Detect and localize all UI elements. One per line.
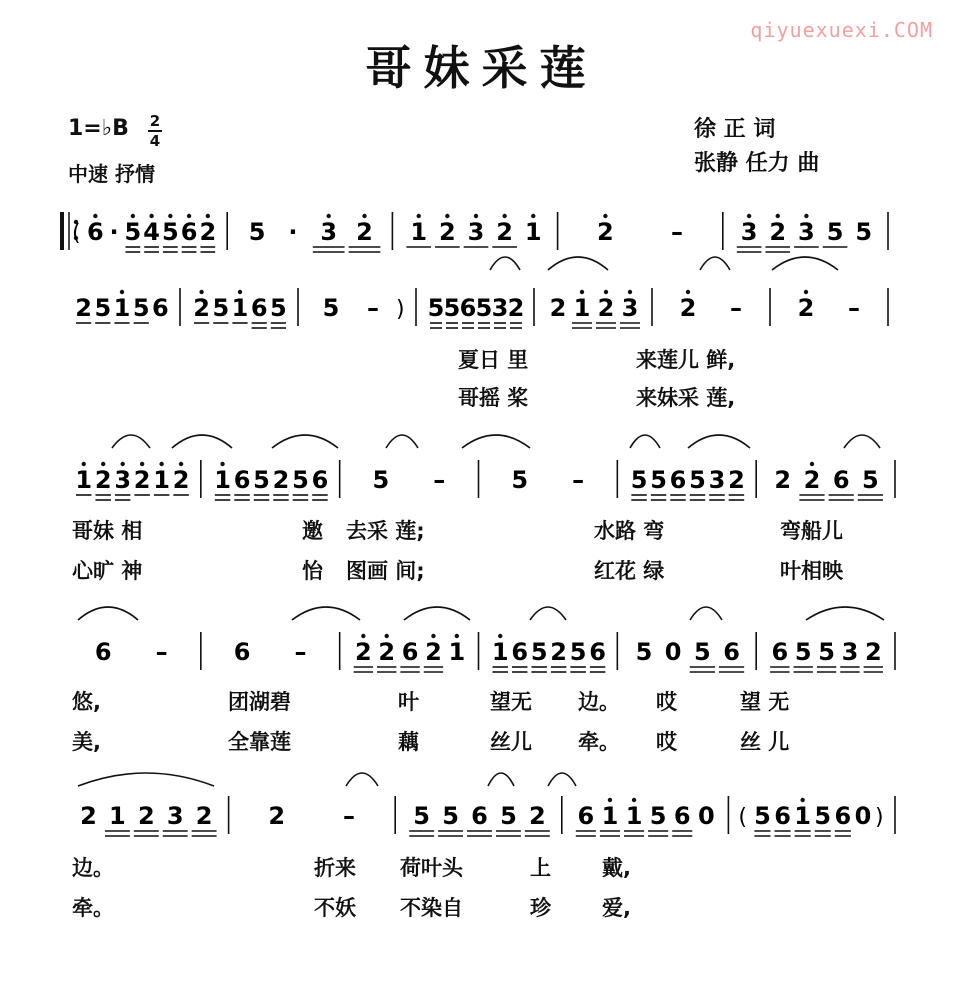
octave-dot	[431, 634, 435, 638]
lyric: 悠,	[72, 690, 101, 714]
octave-dot	[120, 290, 124, 294]
octave-dot	[187, 214, 191, 218]
note: 5	[270, 294, 287, 322]
note: 2	[94, 466, 112, 494]
note: 1	[75, 466, 93, 494]
time-denominator: 4	[149, 132, 161, 150]
note: 6	[401, 638, 419, 666]
note: 6	[459, 294, 477, 322]
note: 3	[841, 638, 859, 666]
slur	[404, 607, 470, 620]
lyric: 叶相映	[780, 559, 843, 583]
note: 2	[354, 638, 372, 666]
octave-dot	[168, 214, 172, 218]
lyric: 团湖碧	[228, 690, 291, 714]
note: 6	[834, 802, 852, 830]
note: 5	[511, 466, 529, 494]
composer-credit: 张静 任力 曲	[694, 151, 820, 176]
note: 1	[448, 638, 466, 666]
note: 2	[172, 466, 190, 494]
lyric: 荷叶头	[400, 856, 463, 880]
slur	[688, 435, 750, 448]
slur	[490, 257, 520, 270]
octave-dot	[474, 214, 478, 218]
note: 3	[320, 218, 338, 246]
note: 2	[195, 802, 213, 830]
note: 0	[664, 638, 682, 666]
note: 2	[797, 294, 815, 322]
note: 4	[143, 218, 160, 246]
bracket: (	[738, 805, 747, 830]
note: 3	[740, 218, 758, 246]
slur	[700, 257, 730, 270]
note: 2	[75, 294, 92, 322]
octave-dot	[800, 798, 804, 802]
lyric: 弯船儿	[780, 519, 843, 543]
note: 5	[322, 294, 340, 322]
note: 5	[442, 802, 459, 830]
note: 6	[94, 638, 112, 666]
slur	[548, 773, 576, 786]
octave-dot	[776, 214, 780, 218]
octave-dot	[498, 634, 502, 638]
note: 5	[427, 294, 445, 322]
note: 1	[214, 466, 231, 494]
octave-dot	[804, 214, 808, 218]
slur	[630, 435, 660, 448]
octave-dot	[604, 290, 608, 294]
lyric: 心旷 神	[72, 559, 143, 583]
note: 5	[124, 218, 142, 246]
note: 1	[524, 218, 542, 246]
note: 5	[253, 466, 270, 494]
lyric: 藕	[398, 730, 419, 754]
slur	[548, 257, 608, 270]
octave-dot	[220, 462, 224, 466]
note: 6	[673, 802, 691, 830]
note: ·	[288, 218, 298, 246]
note: 2	[378, 638, 396, 666]
slur	[772, 257, 838, 270]
lyric: 牵。	[578, 730, 620, 754]
note: ·	[109, 218, 119, 246]
octave-dot	[455, 634, 459, 638]
lyric: 哎	[656, 730, 677, 754]
note: 5	[635, 638, 653, 666]
note: 3	[491, 294, 509, 322]
octave-dot	[632, 798, 636, 802]
note: 5	[443, 294, 461, 322]
note: 5	[754, 802, 771, 830]
octave-dot	[603, 214, 607, 218]
note: 6	[723, 638, 740, 666]
note: 6	[311, 466, 329, 494]
tempo-marking: 中速 抒情	[68, 162, 155, 186]
lyric: 丝 儿	[740, 730, 790, 754]
note: 6	[511, 638, 529, 666]
octave-dot	[445, 214, 449, 218]
note: 3	[798, 218, 815, 246]
lyric: 邀	[302, 519, 323, 543]
note: 6	[771, 638, 789, 666]
octave-dot	[502, 214, 506, 218]
slur	[292, 607, 360, 620]
note: 3	[467, 218, 485, 246]
note: 2	[133, 466, 151, 494]
note: 6	[87, 218, 104, 246]
octave-dot	[120, 462, 124, 466]
note: 2	[199, 218, 217, 246]
note: 3	[114, 466, 132, 494]
note: 6	[250, 294, 268, 322]
note: 2	[193, 294, 210, 322]
note: 5	[530, 638, 548, 666]
note: 1	[410, 218, 428, 246]
note: 6	[180, 218, 198, 246]
lyric: 哎	[656, 690, 677, 714]
note: 5	[814, 802, 832, 830]
lyric: 来妹采 莲,	[636, 386, 736, 410]
note: 0	[697, 802, 715, 830]
slur	[844, 435, 880, 448]
note: 5	[689, 466, 706, 494]
site-watermark: qiyuexuexi.COM	[750, 18, 933, 42]
note: 5	[650, 466, 667, 494]
note: 3	[166, 802, 184, 830]
note: 1	[113, 294, 131, 322]
note: 5	[500, 802, 517, 830]
note: 2	[769, 218, 787, 246]
slur	[78, 607, 138, 620]
note: 5	[630, 466, 648, 494]
slur	[806, 607, 884, 620]
note: 2	[425, 638, 442, 666]
bracket: )	[396, 297, 405, 322]
lyric: 爱,	[602, 896, 631, 920]
note: 5	[794, 638, 812, 666]
lyric: 戴,	[602, 856, 631, 880]
lyric: 哥妹 相	[72, 519, 143, 543]
note: 5	[862, 466, 879, 494]
note: 6	[471, 802, 488, 830]
octave-dot	[238, 290, 242, 294]
octave-dot	[747, 214, 751, 218]
octave-dot	[810, 462, 814, 466]
lyric: 图画 间;	[346, 559, 425, 583]
note: 5	[855, 218, 873, 246]
note: 5	[475, 294, 493, 322]
note: 2	[864, 638, 882, 666]
lyric: 牵。	[72, 896, 114, 920]
octave-dot	[93, 214, 97, 218]
note: 1	[153, 466, 170, 494]
note: –	[848, 294, 860, 322]
octave-dot	[804, 290, 808, 294]
octave-dot	[686, 290, 690, 294]
note: 2	[679, 294, 697, 322]
lyric: 折来	[314, 856, 356, 880]
note: –	[572, 466, 585, 494]
octave-dot	[385, 634, 389, 638]
note: –	[730, 294, 742, 322]
slur	[462, 435, 530, 448]
octave-dot	[362, 214, 366, 218]
note: –	[155, 638, 168, 666]
octave-dot	[417, 214, 421, 218]
note: 6	[577, 802, 595, 830]
note: 5	[94, 294, 112, 322]
song-title: 哥妹采莲	[365, 41, 598, 95]
octave-dot	[327, 214, 331, 218]
key-signature: 1=♭B	[68, 116, 129, 141]
note: 2	[597, 294, 615, 322]
octave-dot	[82, 462, 86, 466]
note: 3	[708, 466, 726, 494]
note: 6	[669, 466, 687, 494]
lyric: 边。	[72, 856, 114, 880]
lyric: 丝儿	[490, 730, 532, 754]
note: 2	[496, 218, 513, 246]
note: –	[433, 466, 446, 494]
note: 2	[774, 466, 792, 494]
note: 1	[794, 802, 812, 830]
lyric: 不妖	[314, 896, 356, 920]
lyric: 叶	[398, 690, 419, 714]
octave-dot	[361, 634, 365, 638]
octave-dot	[580, 290, 584, 294]
octave-dot	[140, 462, 144, 466]
lyric: 不染自	[400, 896, 463, 920]
note: 1	[491, 638, 509, 666]
note: 2	[439, 218, 456, 246]
note: 5	[372, 466, 390, 494]
note: 2	[507, 294, 525, 322]
note: 2	[528, 802, 546, 830]
note: –	[343, 802, 356, 830]
note: 5	[694, 638, 711, 666]
note: 1	[109, 802, 126, 830]
octave-dot	[199, 290, 203, 294]
note: 2	[268, 802, 286, 830]
note: 5	[161, 218, 179, 246]
octave-dot	[531, 214, 535, 218]
note: 6	[233, 638, 251, 666]
note: 2	[550, 638, 568, 666]
lyric: 怡	[302, 559, 323, 583]
lyric: 望 无	[740, 690, 790, 714]
note: 5	[818, 638, 835, 666]
lyric: 珍	[530, 896, 551, 920]
note: 5	[248, 218, 266, 246]
lyric: 来莲儿 鲜,	[636, 348, 736, 372]
note: 6	[832, 466, 850, 494]
octave-dot	[149, 214, 153, 218]
time-numerator: 2	[149, 112, 161, 130]
lyricist-credit: 徐 正 词	[694, 117, 776, 142]
note: 5	[212, 294, 230, 322]
note: 5	[292, 466, 309, 494]
note: 2	[803, 466, 821, 494]
note: 6	[589, 638, 606, 666]
note: 0	[854, 802, 872, 830]
slur	[172, 435, 232, 448]
octave-dot	[628, 290, 632, 294]
lyric: 全靠莲	[228, 730, 291, 754]
note: –	[671, 218, 683, 246]
slur	[112, 435, 150, 448]
note: 6	[233, 466, 251, 494]
bracket: )	[875, 805, 884, 830]
lyric: 水路 弯	[594, 519, 665, 543]
slur	[272, 435, 338, 448]
lyric: 望无	[490, 690, 532, 714]
note: 2	[549, 294, 567, 322]
note: 2	[728, 466, 745, 494]
note: 3	[621, 294, 639, 322]
note: 6	[774, 802, 791, 830]
slur	[386, 435, 418, 448]
octave-dot	[206, 214, 210, 218]
note: 5	[413, 802, 431, 830]
lyric: 去采 莲;	[346, 519, 425, 543]
octave-dot	[179, 462, 183, 466]
slur	[78, 773, 214, 786]
slur	[346, 773, 378, 786]
note: 1	[601, 802, 619, 830]
octave-dot	[101, 462, 105, 466]
lyric: 边。	[578, 690, 620, 714]
note: 6	[152, 294, 169, 322]
bracket: (	[72, 221, 81, 246]
note: –	[294, 638, 307, 666]
lyric: 哥摇 桨	[458, 386, 529, 410]
note: 1	[625, 802, 643, 830]
note: 2	[356, 218, 373, 246]
note: 5	[132, 294, 150, 322]
note: 5	[826, 218, 844, 246]
slur	[488, 773, 514, 786]
note: –	[367, 294, 379, 322]
lyric: 美,	[72, 730, 101, 754]
note: 1	[231, 294, 249, 322]
note: 2	[272, 466, 290, 494]
lyric: 夏日 里	[458, 348, 529, 372]
slur	[690, 607, 722, 620]
lyric: 红花 绿	[594, 559, 665, 583]
note: 5	[649, 802, 667, 830]
slur	[530, 607, 566, 620]
note: 5	[569, 638, 587, 666]
note: 2	[80, 802, 97, 830]
octave-dot	[608, 798, 612, 802]
note: 1	[573, 294, 591, 322]
note: 2	[137, 802, 155, 830]
octave-dot	[159, 462, 163, 466]
note: 2	[597, 218, 614, 246]
octave-dot	[131, 214, 135, 218]
lyric: 上	[530, 856, 551, 880]
